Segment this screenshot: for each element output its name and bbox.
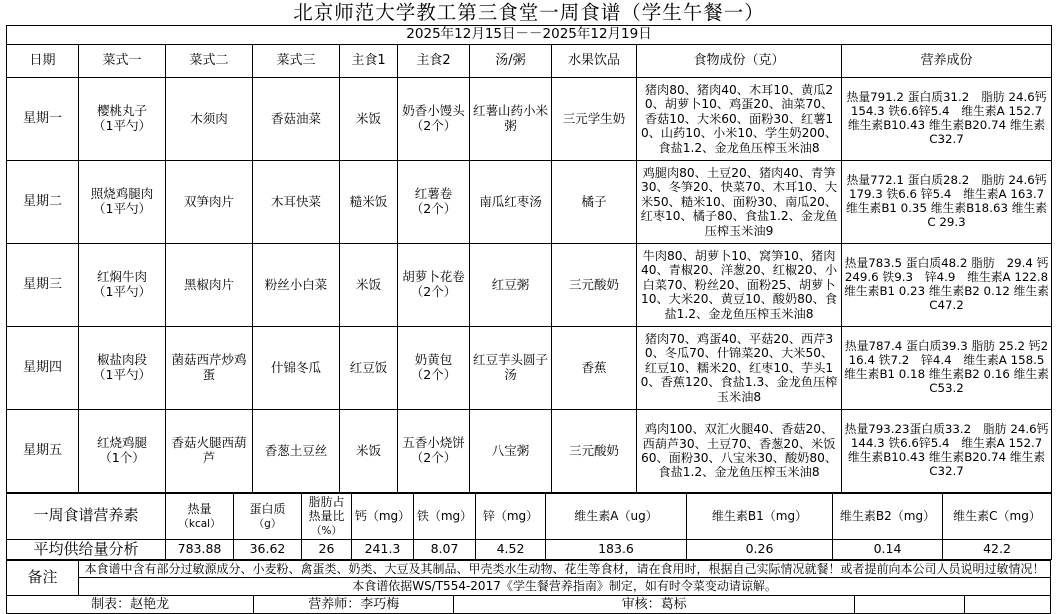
- col-header-dish1: 菜式一: [79, 44, 166, 77]
- col-header-soup: 汤/粥: [470, 44, 552, 77]
- dish-three: 香菇油菜: [253, 77, 340, 160]
- fruit-drink: 橘子: [552, 160, 637, 243]
- value-protein: 36.62: [234, 539, 302, 560]
- value-vitamin-b2: 0.14: [833, 539, 943, 560]
- table-row: [7, 326, 1052, 409]
- footer-row: [7, 595, 1051, 613]
- col-header-fruit-drink: 水果饮品: [552, 44, 637, 77]
- ingredients: 猪肉70、鸡蛋40、平菇20、西芹30、冬瓜70、什锦菜20、大米50、红豆10、糯米20、红枣10、芋头10、香蕉120、食盐1.3、金龙鱼压榨玉米油8: [637, 326, 842, 409]
- summary-header-unit: （%）: [311, 525, 342, 538]
- dish-two: 菌菇西芹炒鸡蛋: [166, 326, 253, 409]
- dish-two: 木须肉: [166, 77, 253, 160]
- remarks-row-one: [7, 561, 1051, 578]
- day-label: 星期四: [7, 326, 79, 409]
- staple-two: 红薯卷 （2个）: [398, 160, 470, 243]
- summary-header-vitamin-b1: 维生素B1（mg）: [687, 493, 833, 539]
- summary-header-name: 脂肪占热量比: [308, 494, 345, 524]
- remarks-row-two: [7, 578, 1051, 595]
- staple-two: 奶香小馒头 （2个）: [398, 77, 470, 160]
- average-supply-label: 平均供给量分析: [7, 539, 166, 560]
- dish-three: 什锦冬瓜: [253, 326, 340, 409]
- date-range: 2025年12月15日－－2025年12月19日: [7, 26, 1052, 45]
- dish-two: 香菇火腿西葫芦: [166, 409, 253, 492]
- summary-header-iron: 铁（mg）: [414, 493, 476, 539]
- summary-header-zinc: 锌（mg）: [476, 493, 546, 539]
- col-header-dish2: 菜式二: [166, 44, 253, 77]
- col-header-staple2: 主食2: [398, 44, 470, 77]
- staple-two: 五香小烧饼 （2个）: [398, 409, 470, 492]
- summary-row-label: 一周食谱营养素: [7, 493, 166, 539]
- dish-one: 椒盐肉段 （1平勺）: [79, 326, 166, 409]
- dish-one: 照烧鸡腿肉 （1平勺）: [79, 160, 166, 243]
- ingredients: 牛肉80、胡萝卜10、窝笋10、猪肉40、青椒20、洋葱20、红椒20、小白菜70、粉丝20、面粉25、胡萝卜10、大米20、黄豆10、酸奶80、食盐1.2、金龙鱼压榨玉米油8: [637, 243, 842, 326]
- col-header-date: 日期: [7, 44, 79, 77]
- dish-three: 木耳快菜: [253, 160, 340, 243]
- ingredients: 猪肉80、猪肉40、木耳10、黄瓜20、胡萝卜10、鸡蛋20、油菜70、香菇10、大米60、面粉30、红薯10、山药10、小米10、学生奶200、食盐1.2、金龙鱼压榨玉米油8: [637, 77, 842, 160]
- nutrition: 热量783.5 蛋白质48.2 脂肪 29.4 钙 249.6 铁9.3 锌4.9 维生素A 122.8 维生素B1 0.23 维生素B2 0.12 维生素C47.2: [842, 243, 1052, 326]
- dish-three: 香葱土豆丝: [253, 409, 340, 492]
- dish-one: 红焖牛肉 （1平勺）: [79, 243, 166, 326]
- day-label: 星期二: [7, 160, 79, 243]
- value-iron: 8.07: [414, 539, 476, 560]
- column-header-row: [7, 44, 1052, 77]
- fruit-drink: 三元学生奶: [552, 77, 637, 160]
- staple-one: 米饭: [340, 77, 398, 160]
- soup-porridge: 红豆粥: [470, 243, 552, 326]
- remarks-line-one: 本食谱中含有部分过敏源成分、小麦粉、禽蛋类、奶类、大豆及其制品、甲壳类水生动物、花生等食材，请在食用时，根据自己实际情况就餐！或者提前向本公司人员说明过敏情况！: [79, 561, 1051, 578]
- value-fat-ratio: 26: [302, 539, 352, 560]
- footer-blank-two: [964, 595, 1050, 613]
- auditor-label: 审核：葛标: [454, 595, 854, 613]
- value-vitamin-b1: 0.26: [687, 539, 833, 560]
- dish-one: 红烧鸡腿 （1个）: [79, 409, 166, 492]
- staple-one: 米饭: [340, 409, 398, 492]
- value-vitamin-c: 42.2: [943, 539, 1052, 560]
- dish-two: 黑椒肉片: [166, 243, 253, 326]
- dish-three: 粉丝小白菜: [253, 243, 340, 326]
- table-row: [7, 243, 1052, 326]
- nutrition: 热量793.23蛋白质33.2 脂肪 24.6钙144.3 铁6.6锌5.4 维生素A 152.7 维生素B10.43 维生素B20.74 维生素C32.7: [842, 409, 1052, 492]
- staple-two: 奶黄包 （2个）: [398, 326, 470, 409]
- ingredients: 鸡腿肉80、土豆20、猪肉40、青笋30、冬笋20、快菜70、木耳10、大米50、糙米10、面粉30、南瓜20、红枣10、橘子80、食盐1.2、金龙鱼压榨玉米油9: [637, 160, 842, 243]
- day-label: 星期五: [7, 409, 79, 492]
- summary-header-fat-ratio: [302, 493, 352, 539]
- col-header-staple1: 主食1: [340, 44, 398, 77]
- summary-header-calcium: 钙（mg）: [352, 493, 414, 539]
- soup-porridge: 红薯山药小米粥: [470, 77, 552, 160]
- summary-header-vitamin-b2: 维生素B2（mg）: [833, 493, 943, 539]
- summary-header-protein: [234, 493, 302, 539]
- nutritionist-label: 营养师：李巧梅: [254, 595, 454, 613]
- remarks-label: 备注: [7, 561, 79, 595]
- summary-header-vitamin-a: 维生素A（ug）: [546, 493, 687, 539]
- nutrition: 热量787.4 蛋白质39.3 脂肪 25.2 钙216.4 铁7.2 锌4.4 维生素A 158.5 维生素B1 0.18 维生素B2 0.16 维生素C53.2: [842, 326, 1052, 409]
- col-header-dish3: 菜式三: [253, 44, 340, 77]
- staple-one: 红豆饭: [340, 326, 398, 409]
- footer-blank-one: [854, 595, 964, 613]
- remarks-line-two: 本食谱依据WS/T554-2017《学生餐营养指南》制定，如有时令菜变动请谅解。: [79, 578, 1051, 595]
- nutrition: 热量791.2 蛋白质31.2 脂肪 24.6钙154.3 铁6.6锌5.4 维生素A 152.7 维生素B10.43 维生素B20.74 维生素C32.7: [842, 77, 1052, 160]
- day-label: 星期一: [7, 77, 79, 160]
- day-label: 星期三: [7, 243, 79, 326]
- staple-one: 米饭: [340, 243, 398, 326]
- col-header-nutrition: 营养成份: [842, 44, 1052, 77]
- page-title: 北京师范大学教工第三食堂一周食谱（学生午餐一）: [293, 1, 765, 24]
- remarks-table: [6, 560, 1051, 614]
- dish-one: 樱桃丸子 （1平勺）: [79, 77, 166, 160]
- maker-label: 制表：赵艳龙: [7, 595, 254, 613]
- ingredients: 鸡肉100、双汇火腿40、香菇20、西葫芦30、土豆70、香葱20、米饭60、面粉30、八宝米30、酸奶80、食盐1.2、金龙鱼压榨玉米油8: [637, 409, 842, 492]
- value-calcium: 241.3: [352, 539, 414, 560]
- summary-header-name: 热量: [187, 502, 212, 516]
- nutrition-summary-table: [6, 493, 1052, 560]
- fruit-drink: 三元酸奶: [552, 243, 637, 326]
- fruit-drink: 三元酸奶: [552, 409, 637, 492]
- summary-header-vitamin-c: 维生素C（mg）: [943, 493, 1052, 539]
- staple-one: 糙米饭: [340, 160, 398, 243]
- summary-header-unit: （g）: [253, 518, 282, 531]
- value-energy: 783.88: [166, 539, 234, 560]
- summary-header-name: 蛋白质: [249, 502, 286, 516]
- dish-two: 双笋肉片: [166, 160, 253, 243]
- soup-porridge: 南瓜红枣汤: [470, 160, 552, 243]
- weekly-menu-table: [6, 0, 1052, 493]
- nutrition: 热量772.1 蛋白质28.2 脂肪 24.6钙179.3 铁6.6 锌5.4 维生素A 163.7 维生素B1 0.35 维生素B18.63 维生素C 29.3: [842, 160, 1052, 243]
- summary-header-energy: [166, 493, 234, 539]
- value-zinc: 4.52: [476, 539, 546, 560]
- summary-values-row: [7, 539, 1052, 560]
- table-row: [7, 409, 1052, 492]
- staple-two: 胡萝卜花卷 （2个）: [398, 243, 470, 326]
- table-row: [7, 77, 1052, 160]
- fruit-drink: 香蕉: [552, 326, 637, 409]
- summary-header-unit: （kcal）: [178, 518, 221, 531]
- summary-header-row: [7, 493, 1052, 539]
- col-header-ingredients: 食物成份（克）: [637, 44, 842, 77]
- value-vitamin-a: 183.6: [546, 539, 687, 560]
- soup-porridge: 红豆芋头圆子汤: [470, 326, 552, 409]
- title-row: [7, 0, 1052, 26]
- soup-porridge: 八宝粥: [470, 409, 552, 492]
- date-range-row: [7, 26, 1052, 45]
- table-row: [7, 160, 1052, 243]
